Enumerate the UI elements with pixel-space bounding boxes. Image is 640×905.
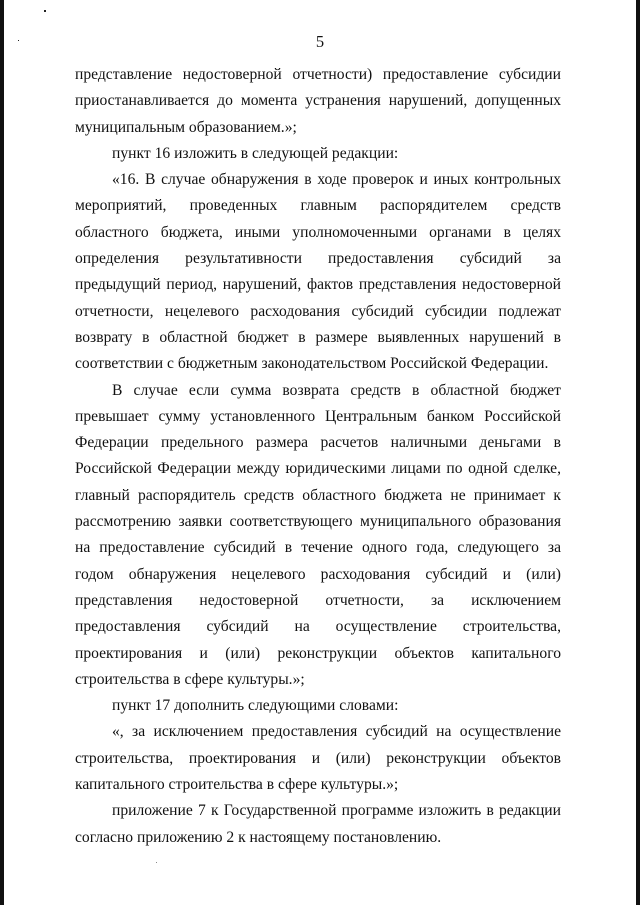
paragraph-refund-condition: В случае если сумма возврата средств в областной бюджет превышает сумму установленного Центральным банком Российской Федерации предельного размера расчетов наличными деньгами в Российской Федерации между юридическими лицами по одной сделке, главный распорядитель средств областного бюджета не принимает к рассмотрению заявки соответствующего муниципального образования на предоставление субсидий в течение одного года, следующего за годом обнаружения нецелевого расходования субсидий и (или) представления недостоверной отчетности, за исключением предоставления субсидий на осуществление строительства, проектирования и (или) реконструкции объектов капитального строительства в сфере культуры.»; xyxy=(75,381,561,688)
scan-speck xyxy=(44,10,46,12)
paragraph-amend-point-16: пункт 16 изложить в следующей редакции: xyxy=(112,144,399,162)
paragraph-point-16-text: «16. В случае обнаружения в ходе проверок и иных контрольных мероприятий, проведенных главным распорядителем средств областного бюджета, иными уполномоченными органами в целях определения результативности предоставления субсидий за предыдущий период, нарушений, фактов представления недостоверной отчетности, нецелевого расходования субсидий субсидии подлежат возврату в областной бюджет в размере выявленных нарушений в соответствии с бюджетным законодательством Российской Федерации. xyxy=(75,171,561,373)
page-number: 5 xyxy=(315,32,325,51)
scan-edge-left xyxy=(0,0,4,905)
paragraph-point-17-addition: «, за исключением предоставления субсидий на осуществление строительства, проектирования и (или) реконструкции объектов капитального строительства в сфере культуры.»; xyxy=(75,723,561,794)
paragraph-continuation: представление недостоверной отчетности) предоставление субсидии приостанавливается до момента устранения нарушений, допущенных муниципальным образованием.»; xyxy=(75,66,561,136)
scan-edge-right xyxy=(636,0,640,905)
paragraph-amend-point-17: пункт 17 дополнить следующими словами: xyxy=(112,697,399,715)
scan-speck xyxy=(156,862,157,863)
paragraph-appendix-7: приложение 7 к Государственной программе изложить в редакции согласно приложению 2 к настоящему постановлению. xyxy=(75,802,561,846)
document-body xyxy=(75,62,561,851)
